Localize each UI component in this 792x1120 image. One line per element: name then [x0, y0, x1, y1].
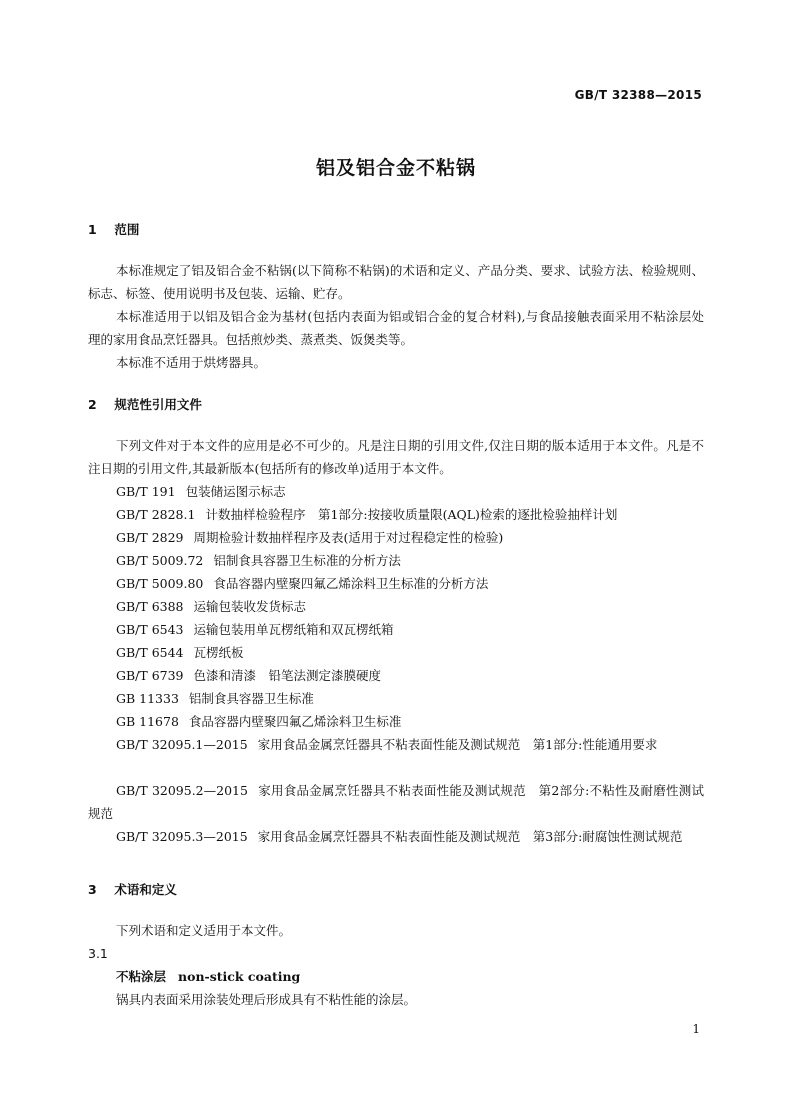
section-title: 术语和定义: [114, 882, 177, 897]
reference-code: GB 11333: [116, 691, 179, 706]
reference-item: [88, 825, 704, 848]
reference-code: GB 11678: [116, 714, 179, 729]
section-number: 2: [88, 397, 97, 412]
scope-paragraph-2: 本标准适用于以铝及铝合金为基材(包括内表面为铝或铝合金的复合材料),与食品接触表面采用不粘涂层处理的家用食品烹饪器具。包括煎炒类、蒸煮类、饭煲类等。: [88, 309, 704, 347]
reference-name: 食品容器内壁聚四氟乙烯涂料卫生标准的分析方法: [213, 576, 489, 591]
reference-name: 铝制食具容器卫生标准的分析方法: [213, 553, 401, 568]
reference-item: [88, 503, 704, 526]
reference-code: GB/T 32095.3—2015: [116, 829, 248, 844]
reference-name: 包装储运图示标志: [185, 484, 286, 499]
page-number: 1: [692, 1022, 700, 1036]
section-title: 范围: [114, 222, 140, 237]
reference-code: GB/T 2828.1: [116, 507, 196, 522]
reference-code: GB/T 5009.72: [116, 553, 204, 568]
term-english: non-stick coating: [178, 969, 301, 984]
document-title: 铝及铝合金不粘锅: [315, 157, 476, 179]
terms-intro: 下列术语和定义适用于本文件。: [116, 923, 292, 938]
reference-name: 家用食品金属烹饪器具不粘表面性能及测试规范 第1部分:性能通用要求: [257, 737, 658, 752]
section-number: 3: [88, 882, 97, 897]
reference-code: GB/T 6543: [116, 622, 184, 637]
section-3-heading: [88, 880, 177, 898]
reference-item: [88, 664, 704, 687]
normative-intro: 下列文件对于本文件的应用是必不可少的。凡是注日期的引用文件,仅注日期的版本适用于本文件。凡是不注日期的引用文件,其最新版本(包括所有的修改单)适用于本文件。: [88, 438, 704, 476]
term-chinese: 不粘涂层: [116, 969, 167, 984]
reference-code: GB/T 32095.1—2015: [116, 737, 248, 752]
reference-name: 瓦楞纸板: [193, 645, 244, 660]
reference-name: 计数抽样检验程序 第1部分:按接收质量限(AQL)检索的逐批检验抽样计划: [205, 507, 618, 522]
reference-code: GB/T 6739: [116, 668, 184, 683]
reference-item: [88, 572, 704, 595]
reference-item: [88, 641, 704, 664]
reference-name: 色漆和清漆 铅笔法测定漆膜硬度: [193, 668, 382, 683]
scope-paragraph-1: 本标准规定了铝及铝合金不粘锅(以下简称不粘锅)的术语和定义、产品分类、要求、试验方法、检验规则、标志、标签、使用说明书及包装、运输、贮存。: [88, 263, 704, 301]
reference-code: GB/T 6388: [116, 599, 184, 614]
reference-item: [88, 733, 704, 756]
standard-code: GB/T 32388—2015: [574, 88, 702, 102]
section-number: 1: [88, 222, 97, 237]
reference-item: [88, 480, 704, 503]
reference-name: 运输包装收发货标志: [193, 599, 307, 614]
reference-code: GB/T 191: [116, 484, 176, 499]
term-definition: 锅具内表面采用涂装处理后形成具有不粘性能的涂层。: [116, 992, 417, 1007]
term-number: 3.1: [88, 946, 108, 961]
reference-item: [88, 595, 704, 618]
reference-item: [88, 779, 704, 825]
reference-item: [88, 710, 704, 733]
scope-paragraph-3: 本标准不适用于烘烤器具。: [116, 355, 267, 370]
reference-item: [88, 687, 704, 710]
reference-name: 周期检验计数抽样程序及表(适用于对过程稳定性的检验): [193, 530, 504, 545]
reference-name: 铝制食具容器卫生标准: [188, 691, 314, 706]
reference-name: 食品容器内壁聚四氟乙烯涂料卫生标准: [188, 714, 402, 729]
reference-name: 家用食品金属烹饪器具不粘表面性能及测试规范 第3部分:耐腐蚀性测试规范: [257, 829, 683, 844]
reference-code: GB/T 2829: [116, 530, 184, 545]
reference-code: GB/T 32095.2—2015: [116, 783, 248, 798]
reference-item: [88, 618, 704, 641]
reference-item: [88, 549, 704, 572]
reference-code: GB/T 6544: [116, 645, 184, 660]
reference-code: GB/T 5009.80: [116, 576, 204, 591]
term-heading: [116, 967, 300, 985]
section-1-heading: [88, 220, 139, 238]
section-title: 规范性引用文件: [114, 397, 202, 412]
reference-item: [88, 526, 704, 549]
reference-name: 运输包装用单瓦楞纸箱和双瓦楞纸箱: [193, 622, 394, 637]
reference-name: 家用食品金属烹饪器具不粘表面性能及测试规范 第2部分:不粘性及耐磨性测试规范: [88, 783, 704, 821]
section-2-heading: [88, 395, 202, 413]
